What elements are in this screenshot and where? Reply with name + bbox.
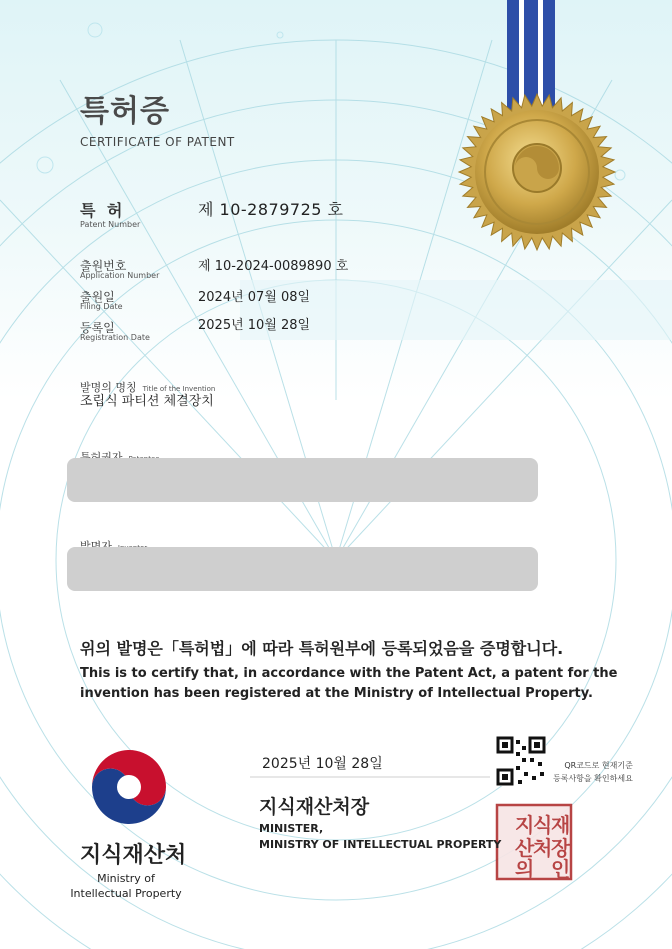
invention-title: 조립식 파티션 체결장치 — [80, 394, 214, 409]
certification-en-line2: invention has been registered at the Ministry of Intellectual Property. — [80, 686, 593, 701]
stamp-char: 재 — [551, 813, 571, 837]
certification-ko: 위의 발명은「특허법」에 따라 특허원부에 등록되었음을 증명합니다. — [80, 639, 564, 658]
stamp-char: 지 — [515, 813, 535, 837]
authority-title-en-1: MINISTER, — [259, 822, 324, 835]
ministry-name-en-line1: Ministry of — [97, 872, 155, 885]
ministry-name-en — [66, 871, 186, 901]
registration-label-en: Registration Date — [80, 333, 150, 342]
official-stamp — [497, 805, 571, 881]
filing-label-ko: 출원일 — [80, 290, 115, 304]
authority-title-ko: 지식재산처장 — [259, 796, 370, 818]
stamp-char: 장 — [551, 836, 571, 860]
application-label-en: Application Number — [80, 271, 160, 280]
patent-label-ko: 특 허 — [80, 201, 126, 220]
filing-date: 2024년 07월 08일 — [198, 290, 311, 305]
patent-number: 제 10-2879725 호 — [198, 200, 344, 219]
certification-en-line1: This is to certify that, in accordance with the Patent Act, a patent for the — [80, 666, 618, 681]
gold-seal-icon — [459, 94, 615, 250]
qr-caption-line1: QR코드로 현재기준 — [564, 761, 633, 770]
ministry-name-en-line2: Intellectual Property — [70, 887, 182, 900]
authority-title-en-2: MINISTRY OF INTELLECTUAL PROPERTY — [259, 838, 502, 851]
ministry-logo-icon — [92, 750, 166, 824]
inventor-redacted — [67, 547, 538, 591]
stamp-char: 식 — [533, 813, 553, 837]
certification-en — [80, 664, 617, 704]
signature-divider — [250, 776, 490, 778]
stamp-char: 의 — [515, 857, 535, 881]
ministry-name-ko: 지식재산처 — [80, 843, 187, 868]
qr-caption-line2: 등록사항을 확인하세요 — [553, 774, 633, 783]
application-label-ko: 출원번호 — [80, 259, 127, 273]
stamp-char: 인 — [551, 857, 571, 881]
application-number: 제 10-2024-0089890 호 — [198, 259, 349, 274]
stamp-char: 처 — [533, 836, 553, 860]
patent-label-en: Patent Number — [80, 220, 141, 229]
patentee-redacted — [67, 458, 538, 502]
invention-label-en: Title of the Invention — [142, 385, 216, 393]
registration-date: 2025년 10월 28일 — [198, 318, 311, 333]
stamp-char: 산 — [515, 836, 535, 860]
qr-caption — [553, 759, 633, 785]
filing-label-en: Filing Date — [80, 302, 123, 311]
issue-date: 2025년 10월 28일 — [262, 756, 383, 772]
registration-label-ko: 등록일 — [80, 321, 115, 335]
invention-label-ko: 발명의 명칭 — [80, 381, 137, 394]
certificate-title-en: CERTIFICATE OF PATENT — [80, 135, 235, 149]
qr-code-icon — [496, 736, 546, 786]
certificate-title-ko: 특허증 — [80, 94, 170, 129]
